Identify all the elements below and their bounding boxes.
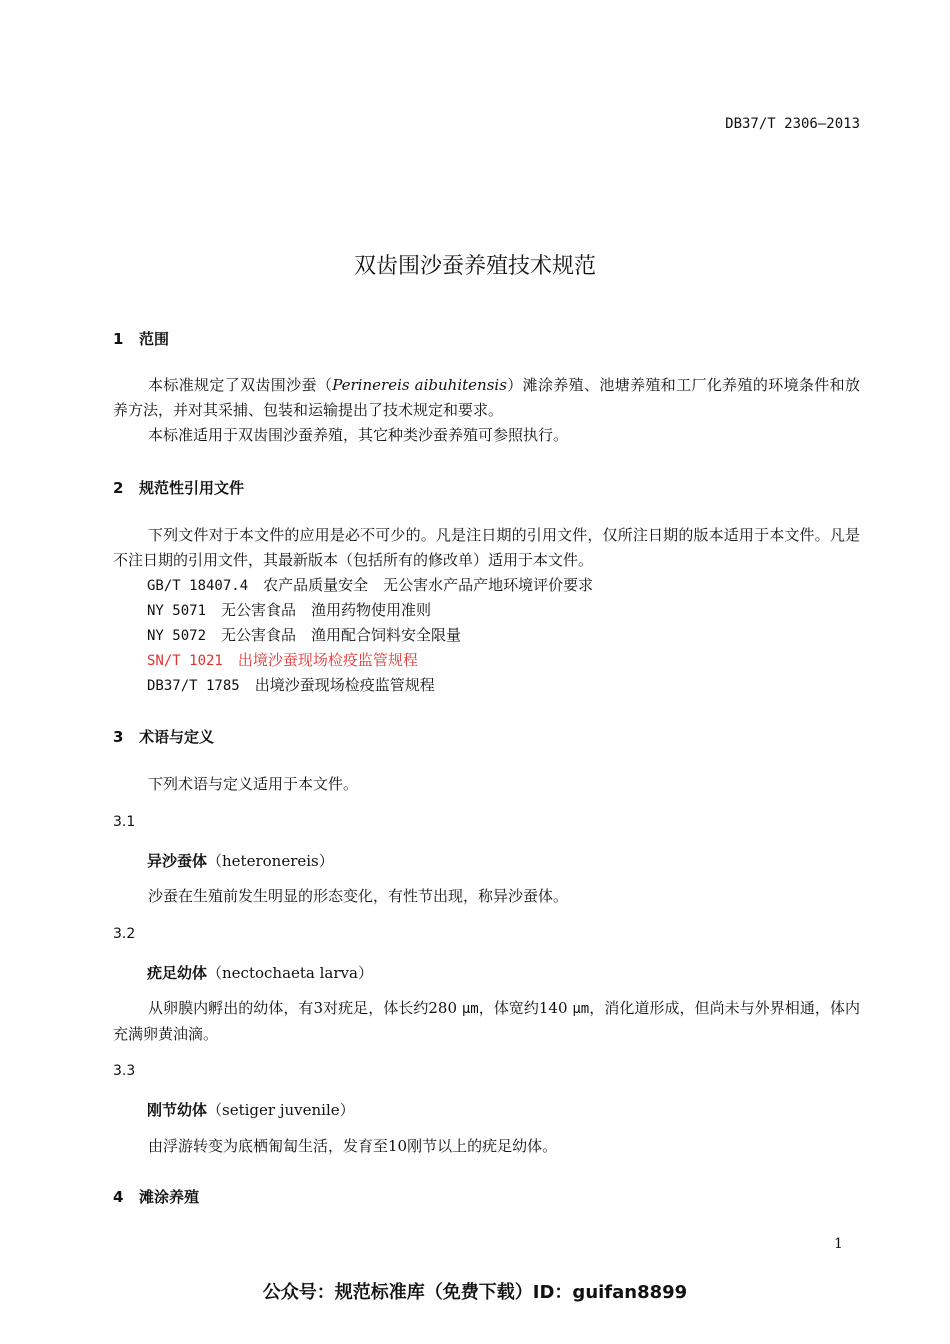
latin-name: Perinereis aibuhitensis [332,376,507,394]
reference-item [147,673,435,699]
reference-code: NY 5071 [147,603,207,619]
reference-item [147,598,431,624]
reference-item [147,573,593,599]
term-chinese: 疣足幼体 [147,964,208,982]
reference-title: 无公害食品 渔用配合饲料安全限量 [221,626,462,644]
section-title: 滩涂养殖 [139,1188,200,1206]
document-number: DB37/T 2306—2013 [725,116,860,132]
reference-title: 出境沙蚕现场检疫监管规程 [237,651,418,669]
term-chinese: 异沙蚕体 [147,852,208,870]
unit: μm [572,1001,590,1017]
reference-title: 农产品质量安全 无公害水产品产地环境评价要求 [263,576,594,594]
term-chinese: 刚节幼体 [147,1101,208,1119]
reference-title: 无公害食品 渔用药物使用准则 [221,601,432,619]
section-title: 范围 [139,330,170,348]
section-title: 术语与定义 [139,728,215,746]
term-definition: 由浮游转变为底栖匍匐生活，发育至10刚节以上的疣足幼体。 [148,1137,558,1155]
term-number: 3.2 [113,926,136,942]
text: 本标准规定了双齿围沙蚕（ [148,376,333,394]
section-heading-references [113,477,244,498]
footer-watermark: 公众号：规范标准库（免费下载）ID：guifan8899 [262,1282,688,1303]
term-heading [147,962,373,983]
section-number: 2 [113,479,124,497]
reference-item [147,623,461,649]
term-number: 3.1 [113,814,136,830]
text: 从卵膜内孵出的幼体，有3对疣足，体长约280 [148,999,462,1017]
section-number: 4 [113,1188,124,1206]
text: ，消化道形成，但尚未与外界相通，体内充满卵黄油滴。 [113,999,860,1043]
term-english: （setiger juvenile） [207,1101,355,1119]
text: ）滩涂养殖、池塘养殖和工厂化养殖的环境条件和放养方法，并对其采捕、包装和运输提出了技术规定和要求。 [113,376,860,419]
terms-intro: 下列术语与定义适用于本文件。 [148,775,359,793]
section-number: 1 [113,330,124,348]
section-heading-scope [113,328,169,349]
reference-code: NY 5072 [147,628,207,644]
scope-paragraph-2: 本标准适用于双齿围沙蚕养殖，其它种类沙蚕养殖可参照执行。 [148,426,569,444]
section-heading-beach-culture [113,1186,199,1207]
term-definition [113,996,860,1047]
reference-code: SN/T 1021 [147,653,223,669]
reference-item-highlighted[interactable] [147,648,418,674]
term-definition: 沙蚕在生殖前发生明显的形态变化，有性节出现，称异沙蚕体。 [148,887,569,905]
section-heading-terms [113,726,214,747]
reference-code: GB/T 18407.4 [147,578,249,594]
scope-paragraph-1 [113,373,860,423]
term-heading [147,1099,355,1120]
text: ，体宽约140 [478,999,573,1017]
references-intro: 下列文件对于本文件的应用是必不可少的。凡是注日期的引用文件，仅所注日期的版本适用于本文件。凡是不注日期的引用文件，其最新版本（包括所有的修改单）适用于本文件。 [113,526,860,569]
term-number: 3.3 [113,1063,136,1079]
section-title: 规范性引用文件 [139,479,245,497]
unit: μm [461,1001,479,1017]
term-english: （heteronereis） [207,852,334,870]
term-heading [147,850,334,871]
term-english: （nectochaeta larva） [207,964,373,982]
page-number: 1 [834,1236,843,1252]
section-number: 3 [113,728,124,746]
reference-code: DB37/T 1785 [147,678,240,694]
page-title: 双齿围沙蚕养殖技术规范 [353,254,596,279]
reference-title: 出境沙蚕现场检疫监管规程 [254,676,435,694]
